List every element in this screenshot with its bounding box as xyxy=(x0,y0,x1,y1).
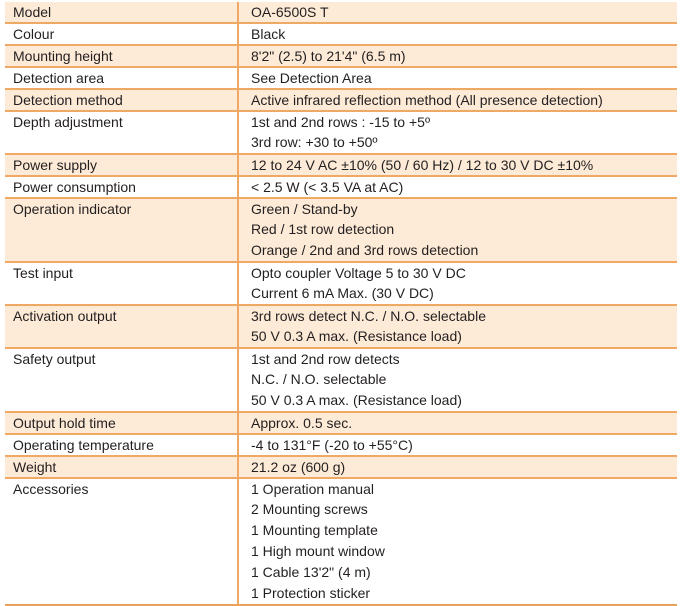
spec-value-line: 1st and 2nd row detects xyxy=(251,351,400,367)
spec-value-line: OA-6500S T xyxy=(251,4,329,20)
spec-value-line: 50 V 0.3 A max. (Resistance load) xyxy=(251,392,462,408)
spec-value-line: Black xyxy=(251,26,286,42)
spec-label: Detection method xyxy=(13,92,123,108)
spec-row xyxy=(5,412,677,434)
spec-label-cell xyxy=(5,176,238,198)
spec-label: Weight xyxy=(13,459,57,475)
spec-label: Operation indicator xyxy=(13,201,132,217)
spec-value-cell xyxy=(238,154,677,176)
spec-value-line: Approx. 0.5 sec. xyxy=(251,415,353,431)
spec-value-line: 21.2 oz (600 g) xyxy=(251,459,346,475)
spec-label: Model xyxy=(13,4,52,20)
spec-row xyxy=(5,434,677,456)
spec-value-cell xyxy=(238,434,677,456)
spec-value-line: -4 to 131°F (-20 to +55°C) xyxy=(251,437,413,453)
spec-row xyxy=(5,154,677,176)
spec-value-line: 1 Operation manual xyxy=(251,481,374,497)
spec-row xyxy=(5,262,677,305)
spec-value-line: 50 V 0.3 A max. (Resistance load) xyxy=(251,328,462,344)
spec-row xyxy=(5,478,677,605)
spec-value-line: Opto coupler Voltage 5 to 30 V DC xyxy=(251,265,466,281)
spec-label-cell xyxy=(5,2,238,23)
spec-table xyxy=(5,2,677,606)
spec-value-cell xyxy=(238,456,677,478)
spec-value-cell xyxy=(238,305,677,348)
spec-label-cell xyxy=(5,45,238,67)
spec-value-line: Orange / 2nd and 3rd rows detection xyxy=(251,242,479,258)
spec-value-cell xyxy=(238,23,677,45)
spec-label-cell xyxy=(5,89,238,111)
spec-row xyxy=(5,176,677,198)
spec-value-cell xyxy=(238,89,677,111)
spec-row xyxy=(5,45,677,67)
spec-value-cell xyxy=(238,2,677,23)
spec-label-cell xyxy=(5,456,238,478)
spec-row xyxy=(5,305,677,348)
spec-row xyxy=(5,23,677,45)
spec-label-cell xyxy=(5,412,238,434)
spec-label: Operating temperature xyxy=(13,437,154,453)
spec-value-line: 1 Cable 13'2" (4 m) xyxy=(251,564,371,580)
spec-value-cell xyxy=(238,262,677,305)
spec-value-line: See Detection Area xyxy=(251,70,372,86)
spec-label-cell xyxy=(5,478,238,605)
spec-value-line: 3rd rows detect N.C. / N.O. selectable xyxy=(251,308,486,324)
spec-row xyxy=(5,111,677,154)
spec-value-cell xyxy=(238,67,677,89)
spec-label-cell xyxy=(5,305,238,348)
spec-value-line: 3rd row: +30 to +50º xyxy=(251,134,378,150)
spec-table-body xyxy=(5,2,677,605)
spec-value-line: 12 to 24 V AC ±10% (50 / 60 Hz) / 12 to 30 V DC ±10% xyxy=(251,157,594,173)
spec-value-line: Green / Stand-by xyxy=(251,201,358,217)
spec-value-cell xyxy=(238,412,677,434)
spec-label: Activation output xyxy=(13,308,117,324)
spec-value-line: N.C. / N.O. selectable xyxy=(251,371,387,387)
spec-label-cell xyxy=(5,111,238,154)
spec-row xyxy=(5,89,677,111)
spec-value-line: Red / 1st row detection xyxy=(251,221,395,237)
spec-row xyxy=(5,348,677,412)
spec-label: Power consumption xyxy=(13,179,136,195)
spec-label: Accessories xyxy=(13,481,89,497)
spec-label: Detection area xyxy=(13,70,105,86)
spec-label-cell xyxy=(5,154,238,176)
spec-value-cell xyxy=(238,45,677,67)
spec-label: Output hold time xyxy=(13,415,116,431)
spec-value-line: < 2.5 W (< 3.5 VA at AC) xyxy=(251,179,404,195)
spec-value-cell xyxy=(238,176,677,198)
spec-row xyxy=(5,198,677,262)
spec-label: Colour xyxy=(13,26,55,42)
spec-value-line: 1st and 2nd rows : -15 to +5º xyxy=(251,114,431,130)
spec-value-cell xyxy=(238,111,677,154)
spec-row xyxy=(5,67,677,89)
spec-label-cell xyxy=(5,198,238,262)
spec-value-cell xyxy=(238,348,677,412)
spec-label: Safety output xyxy=(13,351,96,367)
spec-value-cell xyxy=(238,478,677,605)
spec-label: Power supply xyxy=(13,157,98,173)
spec-value-line: Active infrared reflection method (All presence detection) xyxy=(251,92,603,108)
spec-label: Test input xyxy=(13,265,73,281)
spec-value-line: 1 Protection sticker xyxy=(251,585,371,601)
spec-value-line: Current 6 mA Max. (30 V DC) xyxy=(251,285,434,301)
spec-value-line: 1 High mount window xyxy=(251,543,385,559)
spec-label-cell xyxy=(5,262,238,305)
spec-value-line: 8'2" (2.5) to 21'4" (6.5 m) xyxy=(251,48,406,64)
spec-value-line: 1 Mounting template xyxy=(251,522,378,538)
spec-label: Mounting height xyxy=(13,48,113,64)
spec-label-cell xyxy=(5,434,238,456)
spec-label-cell xyxy=(5,348,238,412)
spec-row xyxy=(5,456,677,478)
spec-row xyxy=(5,2,677,23)
spec-label: Depth adjustment xyxy=(13,114,123,130)
spec-label-cell xyxy=(5,67,238,89)
spec-label-cell xyxy=(5,23,238,45)
spec-value-line: 2 Mounting screws xyxy=(251,501,368,517)
spec-value-cell xyxy=(238,198,677,262)
